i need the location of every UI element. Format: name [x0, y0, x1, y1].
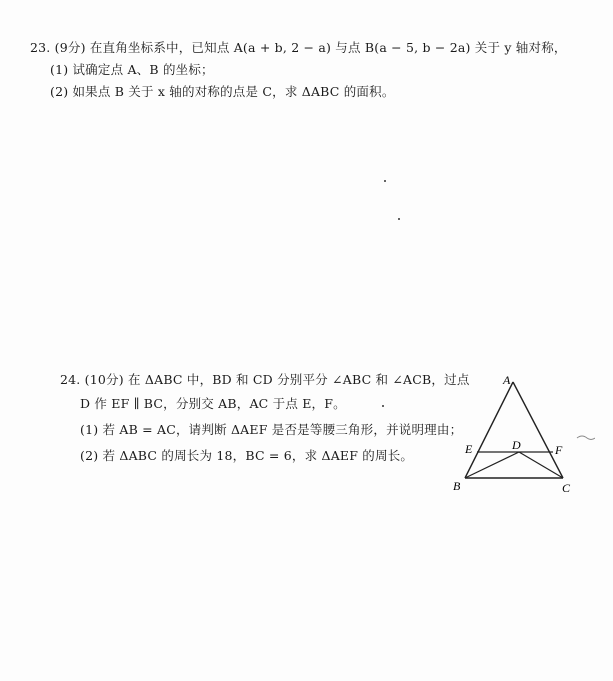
triangle-figure [445, 372, 595, 502]
q24-line2: D 作 EF ∥ BC，分别交 AB，AC 于点 E，F。 [80, 396, 346, 411]
ink-dot [382, 405, 384, 407]
segment-ab [465, 382, 513, 478]
q24-line1: 24. (10分) 在 ΔABC 中，BD 和 CD 分别平分 ∠ABC 和 ∠ACB，过点 [60, 372, 470, 387]
label-d: D [512, 438, 521, 452]
label-a: A [503, 373, 511, 387]
label-f: F [555, 443, 563, 457]
q23-title: 23. (9分) 在直角坐标系中，已知点 A(a + b, 2 − a) 与点 B(a − 5, b − 2a) 关于 y 轴对称， [30, 40, 567, 55]
q24-part1: (1) 若 AB = AC，请判断 ΔAEF 是否是等腰三角形，并说明理由； [80, 422, 463, 437]
q23-part1: (1) 试确定点 A、B 的坐标； [50, 62, 214, 77]
label-e: E [465, 442, 473, 456]
label-b: B [453, 479, 461, 493]
ink-dot [398, 218, 400, 220]
ink-dot [384, 180, 386, 182]
segment-bd [465, 452, 519, 478]
label-c: C [562, 481, 571, 495]
q24-part2: (2) 若 ΔABC 的周长为 18，BC = 6，求 ΔAEF 的周长。 [80, 448, 414, 463]
pencil-stroke [577, 436, 595, 440]
q23-part2: (2) 如果点 B 关于 x 轴的对称的点是 C，求 ΔABC 的面积。 [50, 84, 395, 99]
